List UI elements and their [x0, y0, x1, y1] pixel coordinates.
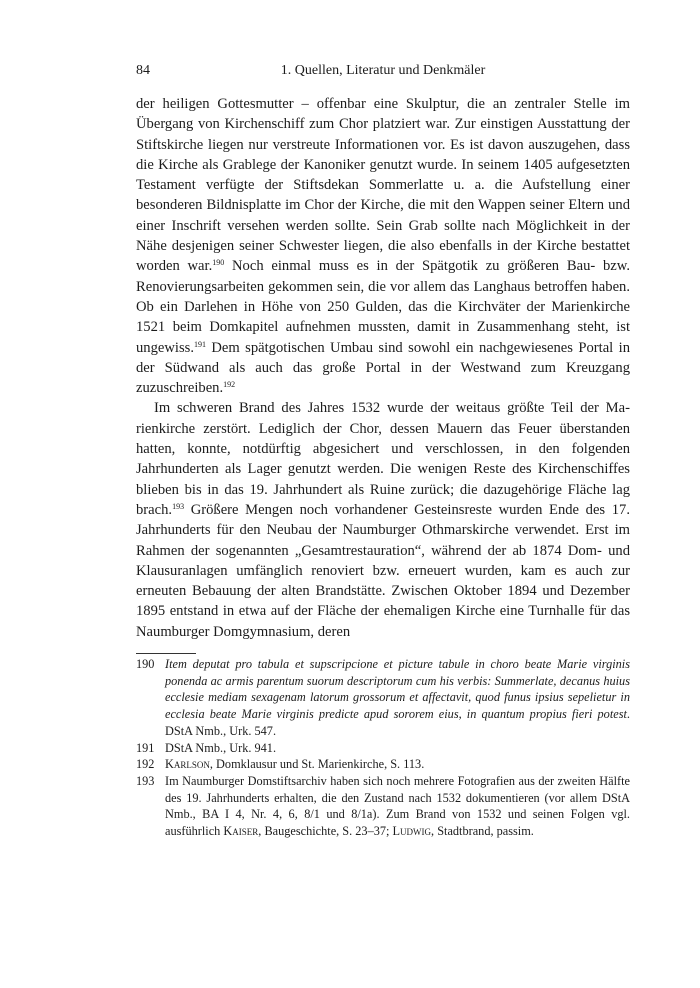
paragraph-2 — [136, 398, 630, 642]
footnote-ref-193[interactable]: 193 — [172, 501, 185, 511]
latin-quotation: Item deputat pro tabula et supscripcione et picture tabule in choro beate Marie virginis ponenda ac armis parentum suorum descriptorum cum his verbis: Summerlate, decanus huius ecclesie mediam sexagenam latorum grossorum et affectavit, quod funus ipsius sepelietur in ecclesia beate Marie virginis predicte apud sororem eius, in quantum propius fieri potest — [165, 657, 630, 722]
footnote-number: 191 — [136, 740, 155, 755]
paragraph-1 — [136, 94, 630, 398]
text-run: Größere Mengen noch vorhandener Gesteinsreste wurden Ende des 17. Jahrhunderts für den Neubau der Naumburger Othmarskirche verwendet. Erst im Rahmen der sogenannten „Gesamtrestauration“, während der ab 1874 Dom- und Klausuranlagen umfänglich renoviert bzw. erneuert wurden, kam es auch zur erneuten Bebauung der alten Brandstätte. Zwischen Oktober 1894 und Dezember 1895 entstand in etwa auf der Fläche der ehemaligen Kirche eine Turnhalle für das Naumburger Domgymnasium, deren — [136, 501, 630, 640]
footnote-number: 190 — [136, 657, 155, 671]
text-run: Noch einmal muss es in der Spätgotik zu größeren Bau- bzw. Renovierungsarbeiten gekommen sein, die vor allem das Langhaus betroffen haben. Ob ein Darlehen in Höhe von 250 Gulden, das die Kirchväter der Marienkirche 1521 beim Domkapitel aufnehmen mussten, damit in Zusammenhang steht, ist ungewiss. — [136, 258, 630, 356]
text-run: der heiligen Gottesmutter – offenbar eine Skulptur, die an zentraler Stelle im Übergang von Kirchenschiff zum Chor platziert war. Zur einstigen Ausstattung der Stiftskirche liegen nur verstreute Informationen vor. Es ist davon auszugehen, dass die Kirche als Grablege der Kanoniker genutzt wurde. In seinem 1405 aufgesetzten Testament verfügte der Stiftsdekan Sommerlatte u. a. die Aufstellung einer besonderen Bildnisplatte im Chor der Kirche, die mit den Wappen seiner Eltern und einer Inschrift versehen werden sollte. Sein Grab sollte nach Möglichkeit in der Nähe desjenigen seiner Schwester liegen, die also ebenfalls in der Kirche bestattet worden war. — [136, 96, 630, 275]
footnote-text: DStA Nmb., Urk. 941. — [165, 740, 277, 755]
page-header — [136, 63, 630, 83]
footnote-190 — [136, 656, 630, 740]
text-run: Dem spätgotischen Umbau sind sowohl ein nachgewiesenes Portal in der Südwand als auch das große Portal in der Westwand zum Kreuzgang zuzuschreiben. — [136, 339, 630, 397]
page-number: 84 — [136, 63, 150, 78]
footnote-193 — [136, 773, 630, 840]
footnote-ref-191[interactable]: 191 — [193, 339, 206, 349]
footnote-text — [165, 756, 630, 773]
footnotes — [136, 656, 630, 840]
footnote-ref-192[interactable]: 192 — [223, 380, 236, 390]
text-run: , Stadtbrand, passim. — [431, 824, 534, 839]
author-name: Kaiser — [223, 824, 259, 839]
footnote-text — [165, 656, 630, 740]
footnote-separator — [136, 653, 196, 654]
footnote-192 — [136, 756, 630, 773]
author-name: Ludwig — [392, 824, 432, 839]
footnote-191 — [136, 740, 630, 757]
author-name: Karlson — [165, 757, 210, 772]
body-text — [136, 94, 630, 642]
footnote-number: 192 — [136, 757, 155, 772]
footnote-ref-190[interactable]: 190 — [212, 258, 225, 268]
footnote-source: . DStA Nmb., Urk. 547. — [165, 707, 630, 738]
running-head: 1. Quellen, Literatur und Denkmäler — [280, 63, 486, 78]
text-run: , Baugeschichte, S. 23–37; — [258, 824, 393, 839]
footnote-number: 193 — [136, 773, 155, 788]
text-run: Im Naumburger Domstiftsarchiv haben sich noch mehrere Fotografien aus der zweiten Hälfte des 19. Jahrhunderts erhalten, die den Zustand nach 1532 dokumentieren (vor allem DStA Nmb., BA I 4, Nr. 4, 6, 8/1 und 8/1a). Zum Brand von 1532 und seinen Folgen vgl. ausführlich — [165, 773, 630, 839]
text-run: Im schweren Brand des Jahres 1532 wurde der weitaus größte Teil der Marienkirche zerstört. Lediglich der Chor, dessen Mauern das Feuer überstanden hatten, konnte, notdürftig abgesichert und verschlossen, in den folgenden Jahrhunderten als Lager genutzt werden. Die wenigen Reste des Kirchenschiffes blieben bis in das 19. Jahrhundert als Ruine zurück; die dazugehörige Fläche lag brach. — [136, 400, 630, 518]
footnote-source: , Domklausur und St. Marienkirche, S. 113. — [209, 757, 425, 772]
footnote-text — [165, 773, 630, 840]
